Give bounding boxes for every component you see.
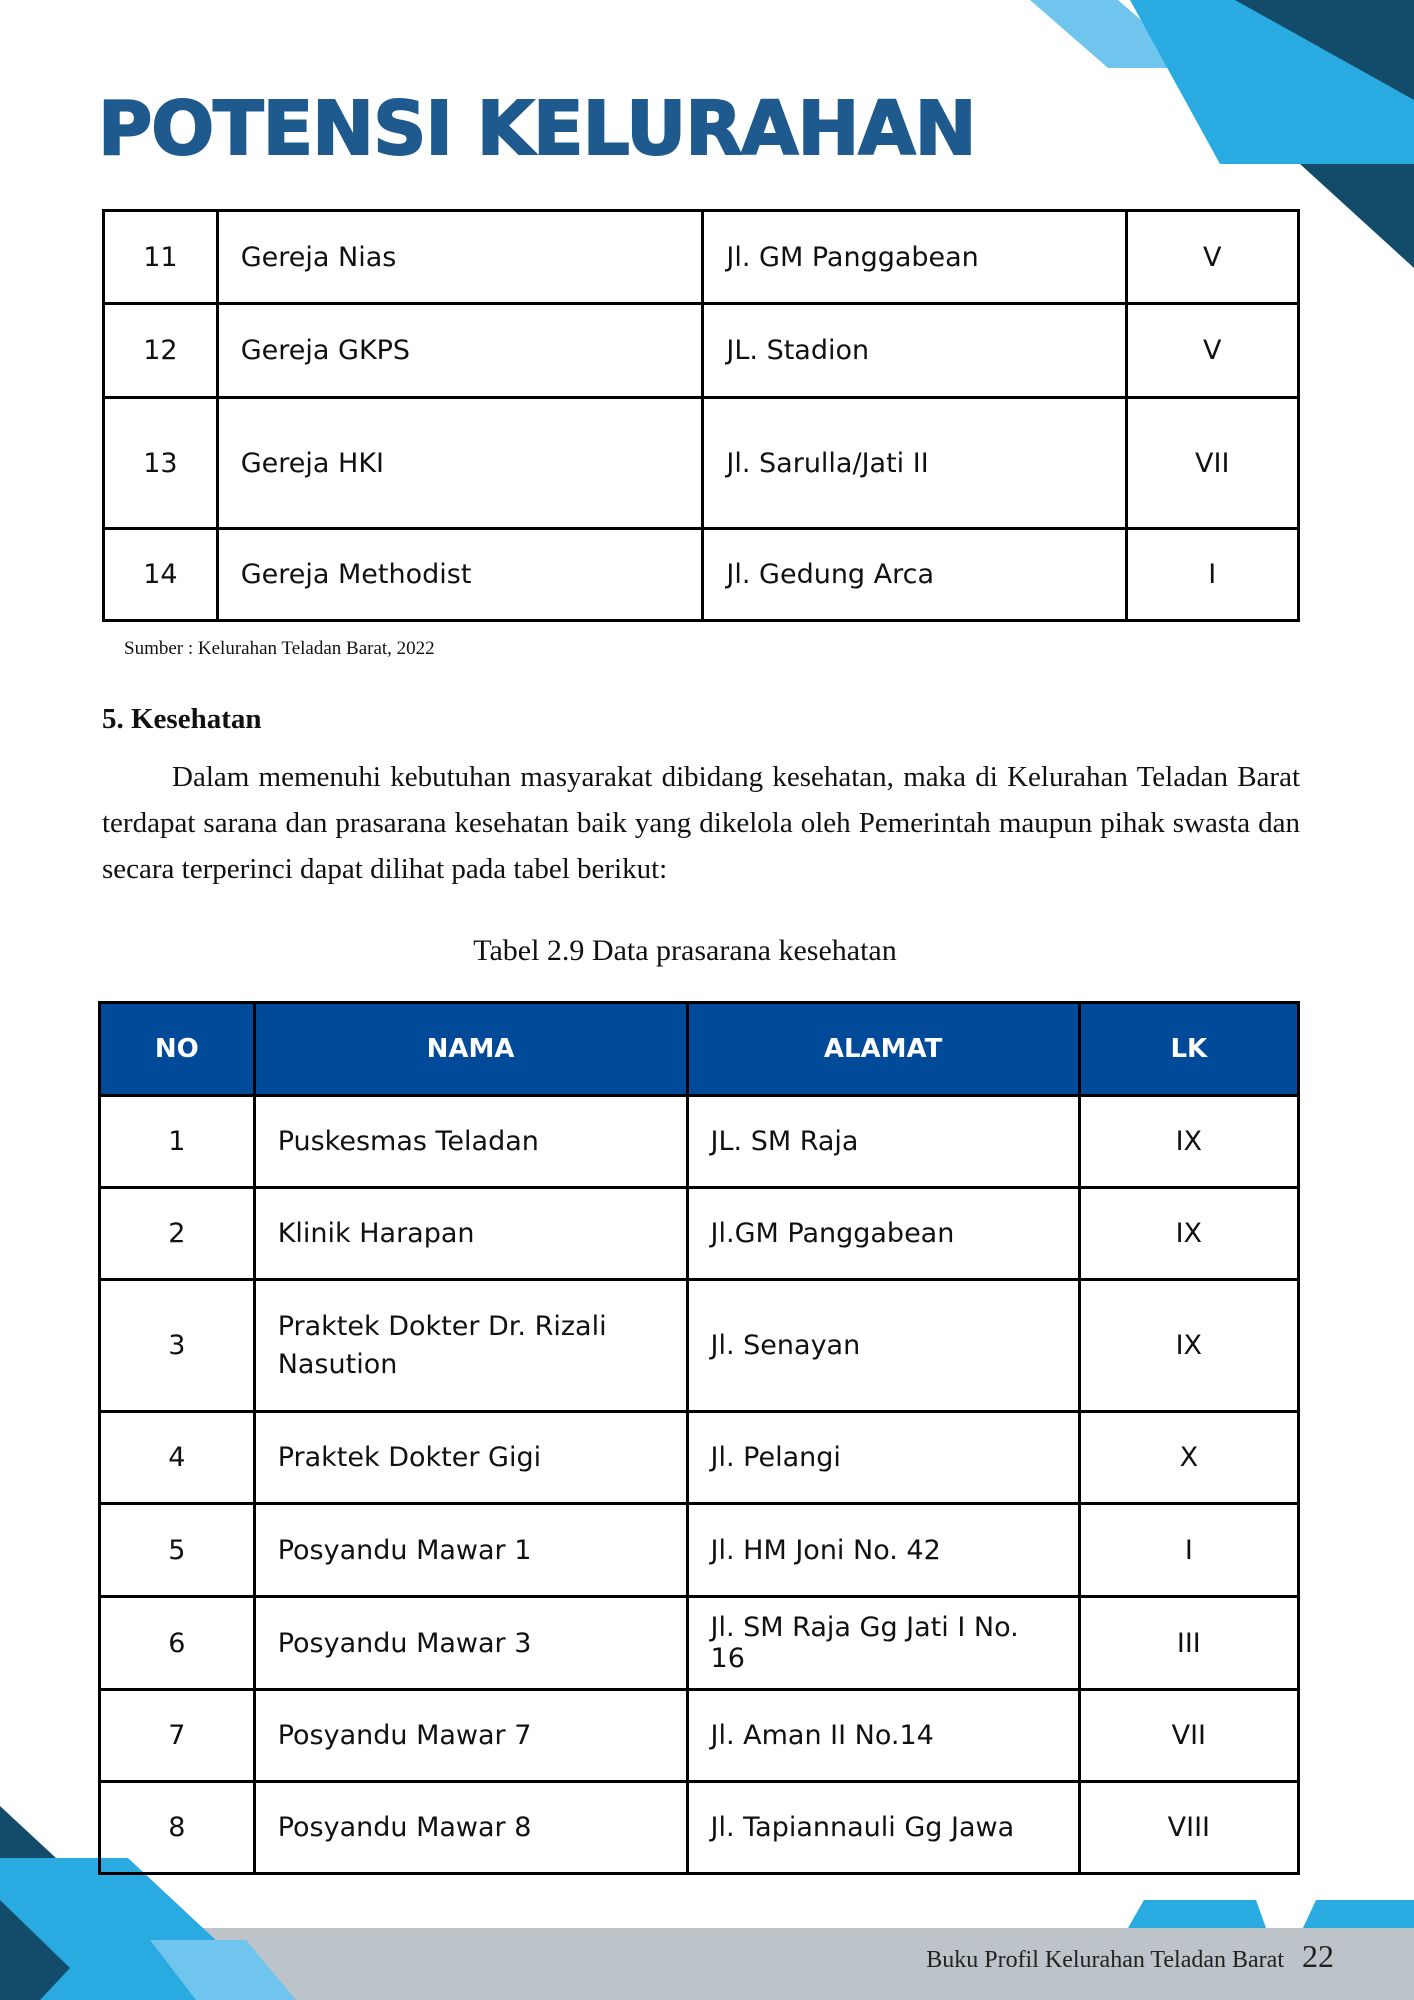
cell-nama: Posyandu Mawar 8 — [254, 1782, 687, 1874]
cell-nama: Praktek Dokter Dr. Rizali Nasution — [254, 1280, 687, 1412]
cell-lk: X — [1079, 1412, 1298, 1504]
table-row — [100, 1690, 1299, 1782]
cell-lk: VII — [1126, 398, 1299, 529]
cell-nama: Posyandu Mawar 7 — [254, 1690, 687, 1782]
cell-alamat: Jl. GM Panggabean — [703, 211, 1126, 304]
table1-body — [104, 211, 1299, 621]
cell-nama: Gereja HKI — [217, 398, 703, 529]
table2-head — [100, 1003, 1299, 1096]
section-paragraph: Dalam memenuhi kebutuhan masyarakat dibidang kesehatan, maka di Kelurahan Teladan Barat terdapat sarana dan prasarana kesehatan baik yang dikelola oleh Pemerintah maupun pihak swasta dan secara terperinci dapat dilihat pada tabel berikut: — [102, 761, 1300, 885]
cell-no: 5 — [100, 1504, 255, 1597]
cell-alamat: Jl. HM Joni No. 42 — [687, 1504, 1079, 1597]
table-row — [100, 1782, 1299, 1874]
cell-lk: IX — [1079, 1280, 1298, 1412]
table-row — [100, 1597, 1299, 1690]
cell-nama: Praktek Dokter Gigi — [254, 1412, 687, 1504]
header-nama: NAMA — [254, 1003, 687, 1096]
cell-no: 14 — [104, 529, 218, 621]
cell-no: 11 — [104, 211, 218, 304]
cell-nama: Posyandu Mawar 1 — [254, 1504, 687, 1597]
cell-lk: VII — [1079, 1690, 1298, 1782]
cell-nama: Gereja Nias — [217, 211, 703, 304]
cell-no: 6 — [100, 1597, 255, 1690]
footer-stripe-2 — [1303, 1900, 1414, 1928]
cell-no: 2 — [100, 1188, 255, 1280]
table-row — [100, 1188, 1299, 1280]
cell-alamat: Jl.GM Panggabean — [687, 1188, 1079, 1280]
footer — [926, 1938, 1334, 1975]
cell-no: 4 — [100, 1412, 255, 1504]
cell-alamat: JL. SM Raja — [687, 1096, 1079, 1188]
cell-no: 12 — [104, 304, 218, 398]
footer-book-title: Buku Profil Kelurahan Teladan Barat — [926, 1947, 1284, 1973]
cell-lk: IX — [1079, 1188, 1298, 1280]
cell-nama: Klinik Harapan — [254, 1188, 687, 1280]
cell-lk: I — [1079, 1504, 1298, 1597]
cell-alamat: JL. Stadion — [703, 304, 1126, 398]
table-row — [104, 304, 1299, 398]
cell-alamat: Jl. SM Raja Gg Jati I No. 16 — [687, 1597, 1079, 1690]
cell-alamat: Jl. Tapiannauli Gg Jawa — [687, 1782, 1079, 1874]
cell-no: 3 — [100, 1280, 255, 1412]
header-alamat: ALAMAT — [687, 1003, 1079, 1096]
table-row — [104, 398, 1299, 529]
cell-alamat: Jl. Pelangi — [687, 1412, 1079, 1504]
cell-no: 1 — [100, 1096, 255, 1188]
cell-alamat: Jl. Gedung Arca — [703, 529, 1126, 621]
cell-nama: Posyandu Mawar 3 — [254, 1597, 687, 1690]
page-title: POTENSI KELURAHAN — [98, 86, 976, 172]
cell-alamat: Jl. Sarulla/Jati II — [703, 398, 1126, 529]
cell-lk: III — [1079, 1597, 1298, 1690]
cell-no: 7 — [100, 1690, 255, 1782]
cell-nama: Gereja Methodist — [217, 529, 703, 621]
table-row — [100, 1096, 1299, 1188]
cell-alamat: Jl. Aman II No.14 — [687, 1690, 1079, 1782]
cell-lk: V — [1126, 211, 1299, 304]
header-no: NO — [100, 1003, 255, 1096]
cell-lk: I — [1126, 529, 1299, 621]
table-row — [100, 1504, 1299, 1597]
header-lk: LK — [1079, 1003, 1298, 1096]
cell-nama: Puskesmas Teladan — [254, 1096, 687, 1188]
cell-lk: VIII — [1079, 1782, 1298, 1874]
section-heading: 5. Kesehatan — [102, 703, 262, 735]
table-row — [104, 211, 1299, 304]
cell-alamat: Jl. Senayan — [687, 1280, 1079, 1412]
footer-stripe-1 — [1128, 1900, 1266, 1928]
bottom-dark-corner — [0, 1806, 56, 1858]
cell-no: 13 — [104, 398, 218, 529]
health-facilities-table — [98, 1001, 1300, 1875]
page-number: 22 — [1302, 1938, 1334, 1974]
cell-lk: IX — [1079, 1096, 1298, 1188]
table-row — [100, 1412, 1299, 1504]
table-source-note: Sumber : Kelurahan Teladan Barat, 2022 — [124, 638, 435, 659]
table-header-row — [100, 1003, 1299, 1096]
cell-lk: V — [1126, 304, 1299, 398]
table-row — [100, 1280, 1299, 1412]
cell-nama: Gereja GKPS — [217, 304, 703, 398]
table-row — [104, 529, 1299, 621]
table-caption: Tabel 2.9 Data prasarana kesehatan — [473, 934, 897, 967]
table2-body — [100, 1096, 1299, 1874]
worship-places-table — [102, 209, 1300, 622]
cell-no: 8 — [100, 1782, 255, 1874]
